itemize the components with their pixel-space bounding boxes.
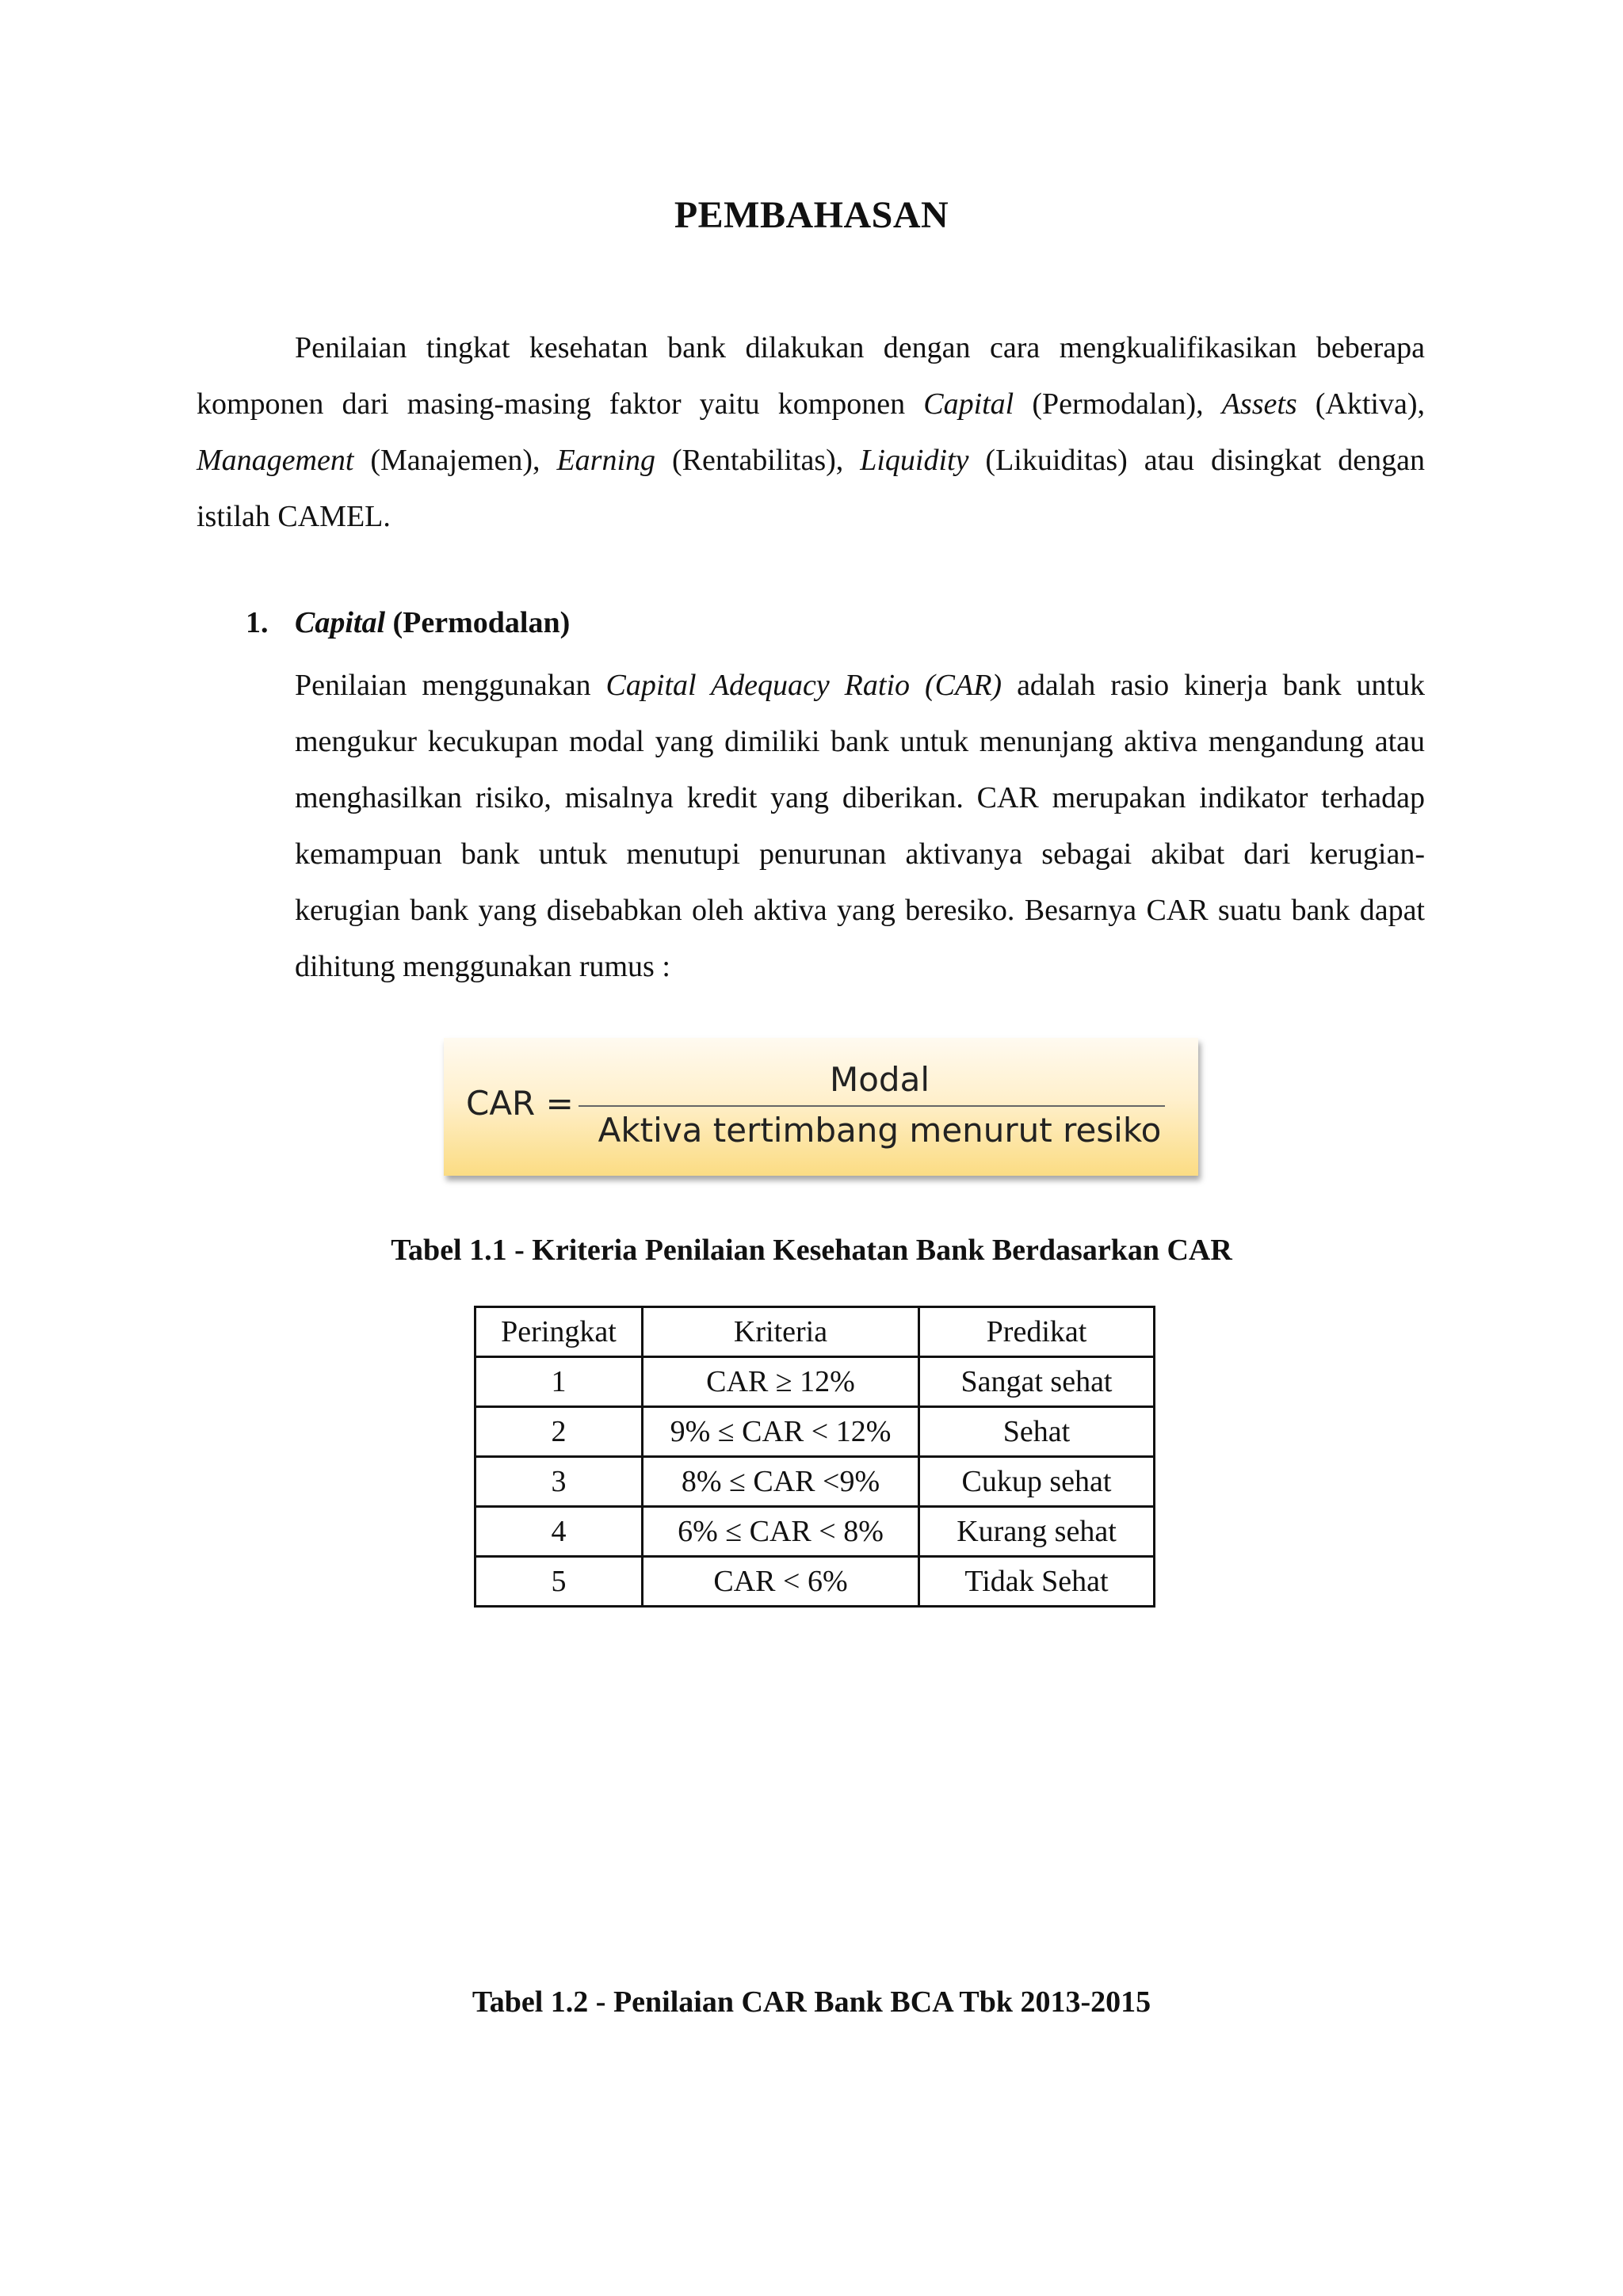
section-number: 1. <box>246 606 269 639</box>
cell-peringkat: 3 <box>475 1457 643 1507</box>
term-assets: Assets <box>1221 387 1297 421</box>
table-row <box>475 1357 1155 1407</box>
intro-text-6: (Likuiditas) atau disingkat dengan istilah CAMEL. <box>197 444 1425 533</box>
cell-kriteria: 8% ≤ CAR <9% <box>643 1457 919 1507</box>
header-predikat: Predikat <box>919 1307 1155 1357</box>
table-2-caption: Tabel 1.2 - Penilaian CAR Bank BCA Tbk 2013-2015 <box>472 1985 1151 2019</box>
cell-kriteria: CAR ≥ 12% <box>643 1357 919 1407</box>
intro-paragraph <box>197 320 1425 545</box>
header-peringkat: Peringkat <box>475 1307 643 1357</box>
cell-kriteria: 6% ≤ CAR < 8% <box>643 1507 919 1557</box>
section-heading-italic: Capital <box>295 606 386 639</box>
table-1-caption: Tabel 1.1 - Kriteria Penilaian Kesehatan Bank Berdasarkan CAR <box>391 1234 1232 1267</box>
term-liquidity: Liquidity <box>860 444 969 477</box>
term-capital: Capital <box>923 387 1014 421</box>
intro-text-3: (Aktiva), <box>1296 387 1425 421</box>
fraction-line <box>579 1105 1165 1107</box>
cell-predikat: Sehat <box>919 1407 1155 1457</box>
capital-paragraph <box>295 658 1425 995</box>
cell-peringkat: 1 <box>475 1357 643 1407</box>
term-car: Capital Adequacy Ratio (CAR) <box>605 669 1002 702</box>
table-row <box>475 1407 1155 1457</box>
cell-predikat: Cukup sehat <box>919 1457 1155 1507</box>
cell-peringkat: 4 <box>475 1507 643 1557</box>
formula-numerator: Modal <box>830 1060 930 1099</box>
cell-kriteria: 9% ≤ CAR < 12% <box>643 1407 919 1457</box>
cell-peringkat: 5 <box>475 1557 643 1607</box>
cell-predikat: Kurang sehat <box>919 1507 1155 1557</box>
capital-text-2: adalah rasio kinerja bank untuk mengukur kecukupan modal yang dimiliki bank untuk menunjang aktiva mengandung atau menghasilkan risiko, misalnya kredit yang diberikan. CAR merupakan indikator terhadap kemampuan bank untuk menutupi penurunan aktivanya sebagai akibat dari kerugian-kerugian bank yang disebabkan oleh aktiva yang beresiko. Besarnya CAR suatu bank dapat dihitung menggunakan rumus : <box>295 669 1425 983</box>
intro-text-1: Penilaian tingkat kesehatan bank dilakukan dengan cara mengkualifikasikan beberapa komponen dari masing-masing faktor yaitu komponen <box>197 331 1425 421</box>
table-row <box>475 1457 1155 1507</box>
header-kriteria: Kriteria <box>643 1307 919 1357</box>
intro-text-4: (Manajemen), <box>353 444 557 477</box>
table-row <box>475 1507 1155 1557</box>
car-formula-box <box>444 1038 1198 1176</box>
table-row <box>475 1557 1155 1607</box>
section-heading-rest: (Permodalan) <box>385 606 571 639</box>
formula-lhs: CAR = <box>466 1084 574 1123</box>
car-criteria-table <box>474 1306 1155 1608</box>
term-management: Management <box>197 444 354 477</box>
cell-kriteria: CAR < 6% <box>643 1557 919 1607</box>
page-title: PEMBAHASAN <box>674 194 949 236</box>
capital-text-1: Penilaian menggunakan <box>295 669 606 702</box>
intro-text-5: (Rentabilitas), <box>655 444 861 477</box>
cell-predikat: Sangat sehat <box>919 1357 1155 1407</box>
formula-denominator: Aktiva tertimbang menurut resiko <box>598 1111 1162 1150</box>
term-earning: Earning <box>556 444 656 477</box>
cell-predikat: Tidak Sehat <box>919 1557 1155 1607</box>
intro-text-2: (Permodalan), <box>1014 387 1222 421</box>
section-heading-capital <box>246 605 570 640</box>
table-header-row <box>475 1307 1155 1357</box>
cell-peringkat: 2 <box>475 1407 643 1457</box>
